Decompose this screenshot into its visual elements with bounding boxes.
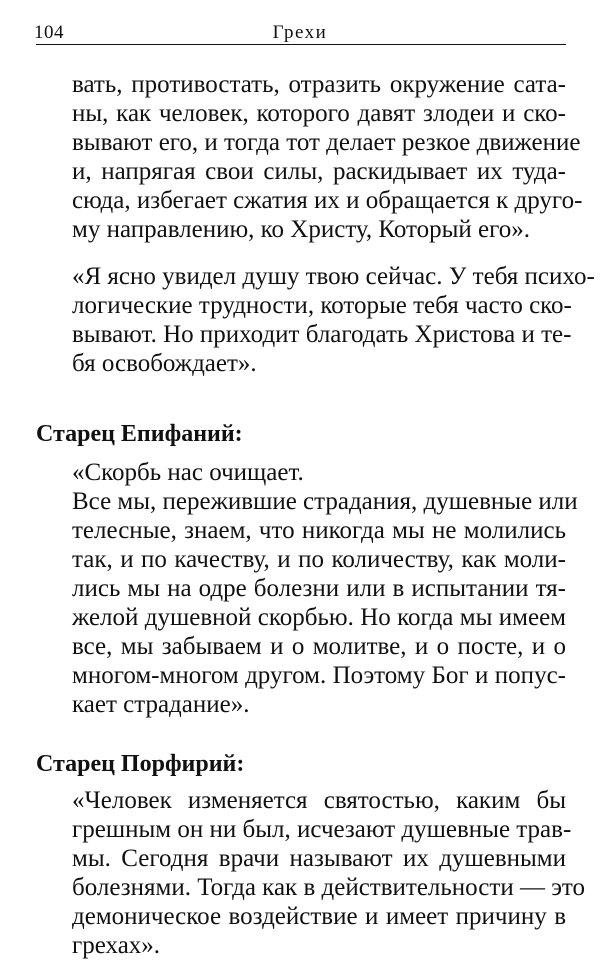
section-heading-porphyrios: Старец Порфирий: <box>36 751 245 777</box>
paragraph-quote <box>72 262 595 378</box>
text-line: болезнями. Тогда как в действительности — это <box>72 874 586 901</box>
text-line: так, и по качеству, и по количеству, как моли- <box>72 546 566 573</box>
text-line: вать, противостать, отразить окружение сата- <box>72 71 566 98</box>
paragraph-epiphanius <box>72 458 578 719</box>
text-line: сюда, избегает сжатия их и обращается к друго- <box>72 187 583 214</box>
text-line: многом-многом другом. Поэтому Бог и попус- <box>72 662 566 689</box>
text-line: «Скорбь нас очищает. <box>72 459 304 486</box>
text-line: мы. Сегодня врачи называют их душевными <box>72 845 566 872</box>
running-title: Грехи <box>272 22 328 43</box>
text-line: вывают его, и тогда тот делает резкое движение <box>72 129 581 156</box>
header-rule <box>36 44 566 45</box>
text-line: бя освобождает». <box>72 350 257 377</box>
paragraph-porphyrios <box>72 786 586 960</box>
text-line: лись мы на одре болезни или в испытании тя- <box>72 575 566 602</box>
text-line: грешным он ни был, исчезают душевные трав- <box>72 816 572 843</box>
page-header <box>34 20 566 46</box>
text-line: ны, как человек, которого давят злодеи и ско- <box>72 100 566 127</box>
text-line: демоническое воздействие и имеет причину в <box>72 903 566 930</box>
text-line: грехах». <box>72 932 161 959</box>
paragraph-continuation <box>72 70 583 244</box>
text-line: и, напрягая свои силы, раскидывает их туда- <box>72 158 566 185</box>
text-line: Все мы, пережившие страдания, душевные или <box>72 488 578 515</box>
text-line: «Человек изменяется святостью, каким бы <box>72 787 566 814</box>
section-heading-epiphanius: Старец Епифаний: <box>36 421 243 447</box>
text-line: «Я ясно увидел душу твою сейчас. У тебя психо- <box>72 263 595 290</box>
text-line: желой душевной скорбью. Но когда мы имеем <box>72 604 566 631</box>
text-line: вывают. Но приходит благодать Христова и те- <box>72 321 572 348</box>
page-number: 104 <box>34 22 64 43</box>
text-line: все, мы забываем и о молитве, и о посте, и о <box>72 633 566 660</box>
text-line: телесные, знаем, что никогда мы не молились <box>72 517 566 544</box>
text-line: му направлению, ко Христу, Который его». <box>72 216 531 243</box>
text-line: кает страдание». <box>72 691 250 718</box>
text-line: логические трудности, которые тебя часто ско- <box>72 292 572 319</box>
